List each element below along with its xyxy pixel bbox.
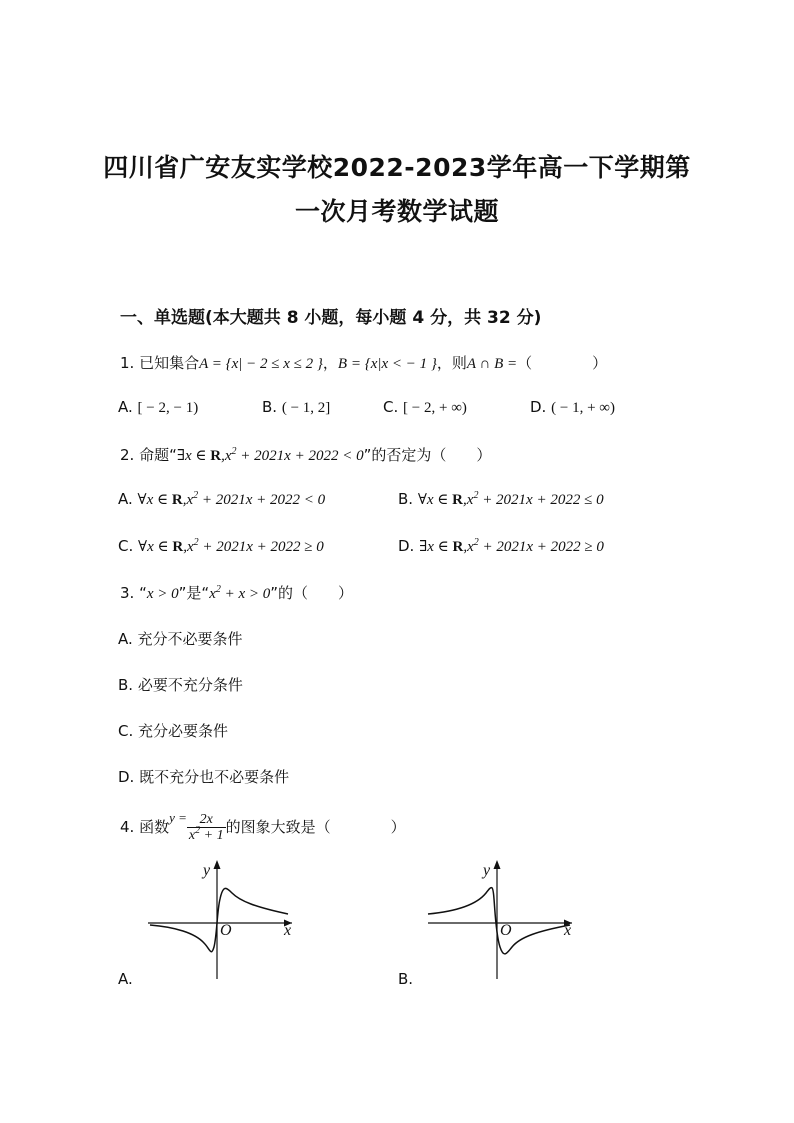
question-number: 1.: [120, 354, 135, 372]
option-value: ( − 1, + ∞): [551, 400, 615, 416]
question-number: 3.: [120, 584, 135, 602]
question-number: 4.: [120, 818, 135, 836]
question-text: ，则: [436, 354, 467, 372]
option-value: ( − 1, 2]: [281, 400, 331, 416]
section-heading-single-choice: 一、单选题(本大题共 8 小题，每小题 4 分，共 32 分): [120, 308, 542, 328]
graph-origin-label: O: [220, 922, 232, 939]
graph-x-label: x: [284, 922, 292, 939]
q4-option-a-label: A.: [118, 970, 133, 988]
question-text: 命题“: [139, 446, 177, 464]
question-text: 的图象大致是（ ）: [225, 818, 406, 836]
q3-option-b: B. 必要不充分条件: [118, 676, 243, 694]
function-curve: [150, 888, 288, 951]
math-expression: A ∩ B =: [466, 356, 518, 372]
q3-option-a: A. 充分不必要条件: [118, 630, 243, 648]
option-label: B.: [398, 490, 414, 508]
q1-option-d: [530, 398, 615, 417]
question-text: 函数: [139, 818, 170, 836]
option-label: A.: [118, 490, 133, 508]
option-value: ∃x ∈ $R,x^2 + 2021x + 2022 \ge 0$: [419, 537, 604, 555]
question-text: ”是“: [178, 584, 210, 602]
q3-option-c: C. 充分必要条件: [118, 722, 229, 740]
option-label: D.: [398, 537, 415, 555]
y-axis-arrow: [494, 860, 501, 869]
graph-origin-label: O: [500, 922, 512, 939]
option-label: D.: [530, 398, 547, 416]
math-condition-1: x > 0: [146, 586, 179, 602]
math-proposition: ∃x ∈ $R,x^2 + 2021x + 2022 < 0$: [176, 446, 364, 464]
option-value: ∀x ∈ $R,x^2 + 2021x + 2022 \ge 0$: [138, 537, 324, 555]
q2-option-a: [118, 490, 325, 509]
document-title-line2: 一次月考数学试题: [294, 197, 499, 226]
question-number: 2.: [120, 446, 135, 464]
math-fraction: $\frac{2x}{x^2 + 1}$: [188, 812, 224, 843]
graph-x-label: x: [564, 922, 572, 939]
option-value: ∀x ∈ $R,x^2 + 2021x + 2022 < 0$: [137, 490, 326, 508]
document-title-line1: 四川省广安友实学校2022-2023学年高一下学期第: [103, 153, 691, 182]
question-text: ”的（ ）: [270, 584, 354, 602]
q4-option-b-label: B.: [398, 970, 414, 988]
option-label: C.: [118, 537, 134, 555]
graph-y-label: y: [203, 862, 211, 879]
q1-option-a: [118, 398, 198, 417]
math-condition-2: $x^2 + x > 0$: [209, 584, 271, 602]
question-text: 已知集合: [139, 354, 200, 372]
q2-option-c: [118, 537, 324, 556]
question-text: ”的否定为（ ）: [363, 446, 492, 464]
question-4: [120, 810, 406, 843]
q1-option-b: [262, 398, 330, 417]
option-label: C.: [383, 398, 399, 416]
answer-blank: （ ）: [517, 354, 608, 372]
option-label: A.: [118, 398, 133, 416]
function-curve: [428, 888, 570, 954]
q1-option-c: [383, 398, 467, 417]
q3-option-d: D. 既不充分也不必要条件: [118, 768, 290, 786]
math-y-equals: y =: [169, 810, 187, 825]
option-value: [ − 2, + ∞): [403, 400, 467, 416]
option-value: [ − 2, − 1): [137, 400, 199, 416]
question-1: [120, 352, 607, 373]
graph-option-b: [420, 855, 585, 985]
question-text: “: [139, 584, 147, 602]
y-axis-arrow: [214, 860, 221, 869]
graph-y-label: y: [483, 862, 491, 879]
option-value: ∀x ∈ $R,x^2 + 2021x + 2022 \le 0$: [417, 490, 604, 508]
q2-option-b: [398, 490, 604, 509]
question-2: [120, 444, 491, 465]
q2-option-d: [398, 537, 604, 556]
punct: ，: [322, 354, 338, 372]
math-set-b: B = {x|x < − 1 }: [337, 356, 437, 372]
question-3: [120, 582, 353, 603]
math-set-a: A = {x| − 2 ≤ x ≤ 2 }: [199, 356, 323, 372]
graph-option-a: [140, 855, 305, 985]
option-label: B.: [262, 398, 278, 416]
